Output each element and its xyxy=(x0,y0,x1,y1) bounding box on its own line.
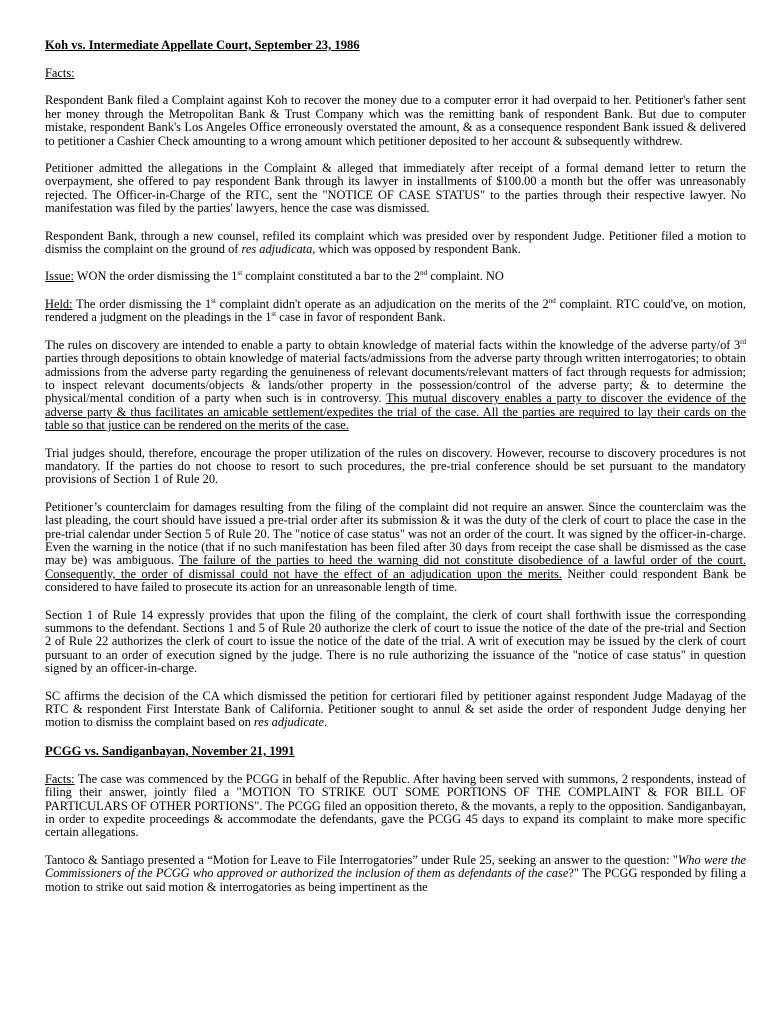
case-title-koh: Koh vs. Intermediate Appellate Court, September 23, 1986 xyxy=(45,38,360,52)
facts-label: Facts: xyxy=(45,771,75,786)
issue-label: Issue: xyxy=(45,269,74,284)
text-run: Tantoco & Santiago presented a “Motion for Leave to File Interrogatories” under Rule 25, seeking an answer to the question: " xyxy=(45,852,678,867)
text-run: The order dismissing the 1 xyxy=(72,296,212,311)
text-run: which was opposed by respondent Bank. xyxy=(315,242,521,257)
ordinal-suffix: st xyxy=(211,296,216,305)
facts-heading xyxy=(45,67,746,80)
ordinal-suffix: rd xyxy=(740,337,746,346)
held-label: Held: xyxy=(45,296,73,311)
text-run: Petitioner’s counterclaim for damages resulting from the filing of the complaint did not require an answer. Since the counterclaim was the last pleading, the court should have issued a pre-trial order after its submission & it was the duty of the clerk of court to place the case in the pre-trial calendar under Section 5 of Rule 20. The "notice of case status" was not an order of the court. It was signed by the officer-in-charge. Even the warning in the notice (that if no such manifestation has been filed after 30 days from receipt the case shall be dismissed as the case may be) was ambiguous. xyxy=(45,499,746,568)
text-run: complaint. NO xyxy=(427,269,504,284)
italic-question: Who were the Commissioners of the PCGG who approved or authorized the inclusion of them as defendants of the case xyxy=(45,852,747,881)
discovery-paragraph xyxy=(45,339,746,433)
pcgg-facts-paragraph xyxy=(45,773,746,840)
ordinal-suffix: nd xyxy=(420,269,428,278)
text-run: complaint constituted a bar to the 2 xyxy=(242,269,421,284)
ordinal-suffix: st xyxy=(271,310,277,319)
case-title-pcgg: PCGG vs. Sandiganbayan, November 21, 1991 xyxy=(45,743,295,758)
text-run: parties through depositions to obtain knowledge of material facts/admissions from the adverse party through written interrogatories; to obtain admissions from the adverse party regarding the genuineness of relevant documents/relevant matters of fact through requests for admission; to inspect relevant documents/objects & lands/other property in the possession/control of the adverse party; & to determine the physical/mental condition of a party when such is in controversy. xyxy=(45,351,746,406)
text-run: Respondent Bank, through a new counsel, refiled its complaint which was presided over by respondent Judge. Petitioner filed a motion to dismiss the complaint on the ground of xyxy=(45,228,746,257)
held-paragraph xyxy=(45,298,746,325)
text-run: SC affirms the decision of the CA which dismissed the petition for certiorari filed by petitioner against respondent Judge Madayag of the RTC & respondent First Interstate Bank of California. Petitioner sought to annul & set aside the order of respondent Judge denying her motion to dismiss the complaint based on xyxy=(45,688,746,730)
text-run: complaint. RTC could've, on motion, rendered a judgment on the pleadings in the 1 xyxy=(45,296,746,325)
italic-term: res adjudicate xyxy=(253,715,324,730)
facts-label: Facts: xyxy=(45,66,75,80)
tantoco-paragraph xyxy=(45,854,746,894)
underlined-text: This mutual discovery enables a party to discover the evidence of the adverse party & thus facilitates an amicable settlement/expedites the trial of the case. All the parties are required to lay their cards on the table so that justice can be rendered on the merits of the case. xyxy=(45,391,746,433)
sc-ruling-paragraph xyxy=(45,690,746,730)
trial-judges-paragraph: Trial judges should, therefore, encourage the proper utilization of the rules on discovery. However, recourse to discovery procedures is not mandatory. If the parties do not choose to resort to such procedures, the pre-trial conference should be set pursuant to the mandatory provisions of Section 1 of Rule 20. xyxy=(45,445,746,487)
ordinal-suffix: nd xyxy=(548,296,556,305)
text-run: The case was commenced by the PCGG in behalf of the Republic. After having been served with summons, 2 respondents, instead of filing their answer, jointly filed a "MOTION TO STRIKE OUT SOME PORTIONS OF THE COMPLAINT & FOR BILL OF PARTICULARS OF OTHER PORTIONS". The PCGG filed an opposition thereto, & the movants, a reply to the opposition. Sandiganbayan, in order to expedite proceedings & accommodate the defendants, gave the PCGG 45 days to expand its complaint to make more specific certain allegations. xyxy=(45,771,746,840)
underlined-text: The failure of the parties to heed the warning did not constitute disobedience of a lawful order of the court. Consequently, the order of dismissal could not have the effect of an adjudication upon the merits. xyxy=(45,553,746,581)
italic-term: res adjudicata, xyxy=(241,242,316,257)
facts-paragraph-3 xyxy=(45,230,746,257)
text-run: complaint didn't operate as an adjudication on the merits of the 2 xyxy=(215,296,549,311)
facts-paragraph-2: Petitioner admitted the allegations in the Complaint & alleged that immediately after receipt of a formal demand letter to return the overpayment, she offered to pay respondent Bank through its lawyer in installments of $100.00 a month but the offer was unreasonably rejected. The Officer-in-Charge of the RTC, sent the "NOTICE OF CASE STATUS" to the parties through their respective lawyer. No manifestation was filed by the parties' lawyers, hence the case was dismissed. xyxy=(45,161,746,216)
section-rule-paragraph: Section 1 of Rule 14 expressly provides that upon the filing of the complaint, the clerk of court shall forthwith issue the corresponding summons to the defendant. Sections 1 and 5 of Rule 20 authorize the clerk of court to issue the notice of the date of the pre-trial and Section 2 of Rule 22 authorizes the clerk of court to issue the notice of the date of the trial. A writ of execution may be issued by the clerk of court pursuant to an order of execution signed by the judge. There is no rule authorizing the issuance of the "notice of case status" in question signed by an officer-in-charge. xyxy=(45,607,746,676)
facts-paragraph-1: Respondent Bank filed a Complaint against Koh to recover the money due to a computer error it had overpaid to her. Petitioner's father sent her money through the Metropolitan Bank & Trust Company which was the remitting bank of respondent Bank. But due to computer mistake, respondent Bank's Los Angeles Office erroneously overstated the amount, & as a consequence respondent Bank issued & delivered to petitioner a Cashier Check amounting to a wrong amount which petitioner deposited to her account & subsequently withdrew. xyxy=(45,93,746,148)
text-run: case in favor of respondent Bank. xyxy=(276,310,446,325)
text-run: The rules on discovery are intended to enable a party to obtain knowledge of material facts within the knowledge of the adverse party/of 3 xyxy=(45,337,741,352)
text-run: . xyxy=(324,715,328,730)
text-run: ?" The PCGG responded by filing a motion to strike out said motion & interrogatories as being impertinent as the xyxy=(45,866,746,894)
text-run: WON the order dismissing the 1 xyxy=(73,269,238,284)
text-run: Neither could respondent Bank be considered to have failed to prosecute its action for an unreasonable length of time. xyxy=(45,566,746,595)
issue-paragraph xyxy=(45,270,746,283)
counterclaim-paragraph xyxy=(45,501,746,595)
ordinal-suffix: st xyxy=(237,269,243,278)
